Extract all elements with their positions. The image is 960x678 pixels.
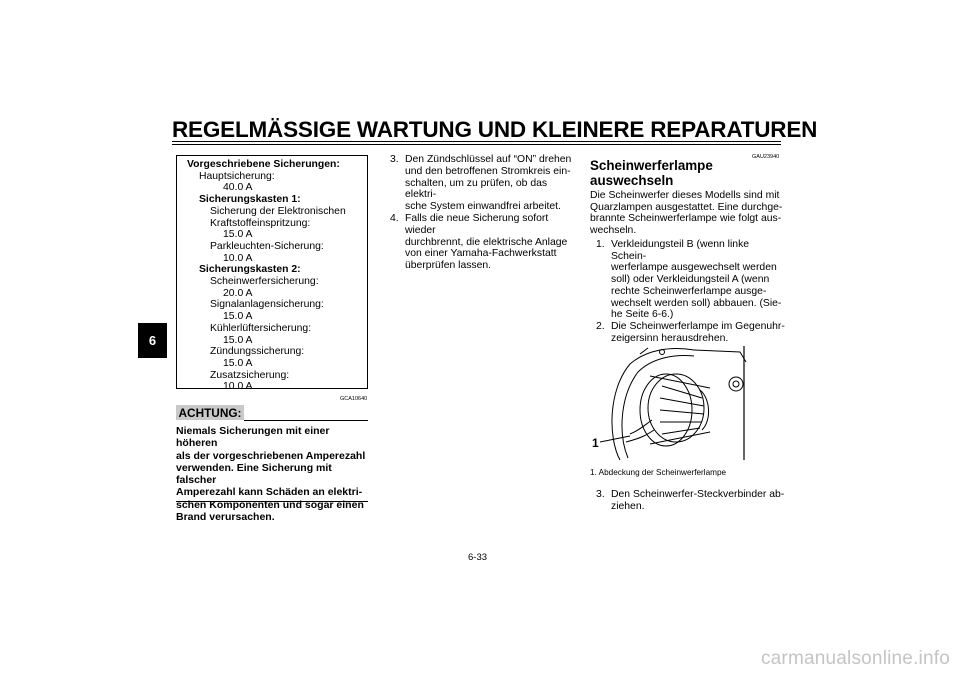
fuse-box1-item1-line2: Kraftstoffeinspritzung:: [210, 217, 311, 229]
achtung-line: als der vorgeschriebenen Amperezahl: [176, 449, 366, 462]
step-line: Den Scheinwerfer-Steckverbinder ab-: [611, 489, 785, 500]
main-fuse-label: Hauptsicherung:: [199, 170, 275, 182]
detail-line: [640, 348, 648, 354]
achtung-rule: [244, 420, 368, 421]
fuse-box2-item4-value: 15.0 A: [223, 357, 253, 369]
fuse-box2-item3: Kühlerlüftersicherung:: [210, 322, 312, 334]
intro-line: Die Scheinwerfer dieses Modells sind mit: [590, 190, 780, 201]
step-line: Den Zündschlüssel auf “ON” drehen: [405, 154, 572, 165]
fuse-box2-item5-value: 10.0 A: [223, 381, 253, 393]
step-text: [611, 321, 786, 344]
bulb-cover-ribs: [660, 386, 704, 434]
step-line: Falls die neue Sicherung sofort wieder: [405, 212, 549, 236]
achtung-line: Brand verursachen.: [176, 511, 275, 524]
chapter-number: 6: [148, 333, 157, 348]
achtung-line: schen Komponenten und sogar einen: [176, 498, 364, 511]
chapter-tab: [138, 323, 167, 358]
page-number: 6-33: [468, 552, 488, 563]
fuse-box1-item1-line1: Sicherung der Elektronischen: [210, 205, 346, 217]
fuse-box1-label: Sicherungskasten 1:: [199, 194, 301, 206]
step-line: Die Scheinwerferlampe im Gegenuhr-: [611, 320, 785, 332]
headlight-figure: [590, 342, 784, 463]
step-text: [405, 154, 575, 213]
page-title: REGELMÄSSIGE WARTUNG UND KLEINERE REPARATUREN: [172, 117, 818, 142]
step-number: 3.: [390, 154, 399, 165]
bulb-cover-edges: [650, 376, 710, 444]
achtung-label: ACHTUNG:: [176, 405, 244, 420]
fuse-spec-box: [176, 155, 368, 393]
headlight-illustration: [590, 342, 784, 463]
detail-circle: [660, 350, 665, 355]
step-item: [596, 489, 786, 512]
achtung-text: [176, 425, 371, 523]
figure-callout: 1: [592, 436, 599, 450]
step-line: sche System einwandfrei arbeitet.: [405, 201, 561, 213]
step-number: 2.: [596, 320, 605, 332]
step-line: zeigersinn herausdrehen.: [611, 332, 729, 344]
mount-boss: [729, 377, 743, 391]
intro-line: brannte Scheinwerferlampe wie folgt aus-: [590, 213, 782, 225]
middle-steps: [390, 154, 575, 272]
achtung-line: verwenden. Eine Sicherung mit falscher: [176, 461, 332, 487]
step-line: von einer Yamaha-Fachwerkstatt: [405, 248, 557, 260]
step-line: schalten, um zu prüfen, ob das elektri-: [405, 177, 548, 201]
title-rule-thin: [172, 144, 781, 145]
step-line: wechselt werden soll) abbauen. (Sie-: [611, 297, 782, 309]
fuse-box2-label: Sicherungskasten 2:: [199, 264, 301, 276]
fuse-box2-item2-value: 15.0 A: [223, 311, 253, 323]
intro-line: wechseln.: [590, 225, 637, 237]
fuse-box2-item1: Scheinwerfersicherung:: [210, 276, 319, 288]
step-text: [611, 489, 786, 512]
fuse-box2-item1-value: 20.0 A: [223, 287, 253, 299]
mount-boss-inner: [733, 381, 739, 387]
fuse-heading: Vorgeschriebene Sicherungen:: [187, 159, 340, 170]
step-line: werferlampe ausgewechselt werden: [611, 262, 777, 274]
step-item: [596, 239, 786, 321]
right-step3: [596, 489, 786, 512]
step-text: [405, 213, 575, 272]
main-fuse-value: 40.0 A: [223, 182, 253, 194]
section-intro: [590, 190, 786, 237]
step-line: durchbrennt, die elektrische Anlage: [405, 236, 568, 248]
achtung-bottom-rule: [176, 501, 368, 502]
title-rule: [172, 141, 781, 142]
fuse-box1-item1-value: 15.0 A: [223, 229, 253, 241]
watermark: carmanualsonline.info: [760, 648, 950, 669]
achtung-code: GCA10640: [340, 396, 368, 402]
section-title-line: auswechseln: [590, 172, 674, 188]
step-line: und den betroffenen Stromkreis ein-: [405, 165, 571, 177]
step-text: [611, 239, 786, 321]
fuse-box2-item2: Signalanlagensicherung:: [210, 299, 324, 311]
step-line: überprüfen lassen.: [405, 260, 492, 272]
fuse-box2-item5: Zusatzsicherung:: [210, 369, 290, 381]
section-title: [590, 159, 790, 188]
step-number: 4.: [390, 212, 399, 224]
step-line: he Seite 6-6.): [611, 309, 674, 321]
step-line: Verkleidungsteil B (wenn linke Schein-: [611, 239, 750, 262]
housing-top: [694, 350, 746, 362]
achtung-line: Niemals Sicherungen mit einer höheren: [176, 425, 330, 450]
step-item: [390, 213, 575, 272]
step-number: 3.: [596, 489, 605, 500]
section-code: GAU23940: [752, 154, 780, 160]
fuse-box1-item2-value: 10.0 A: [223, 252, 253, 264]
callout-leader: [600, 436, 630, 442]
step-line: rechte Scheinwerferlampe ausge-: [611, 285, 767, 297]
figure-caption: 1. Abdeckung der Scheinwerferlampe: [590, 468, 727, 477]
fuse-box1-item2: Parkleuchten-Sicherung:: [210, 240, 324, 252]
achtung-line: Amperezahl kann Schäden an elektri-: [176, 486, 363, 499]
step-line: ziehen.: [611, 500, 645, 512]
wire: [626, 430, 654, 442]
step-line: soll) oder Verkleidungsteil A (wenn: [611, 274, 770, 286]
step-item: [596, 321, 786, 344]
step-item: [390, 154, 575, 213]
intro-line: Quarzlampen ausgestattet. Eine durchge-: [590, 201, 783, 213]
right-steps: [596, 239, 786, 344]
fuse-box2-item3-value: 15.0 A: [223, 334, 253, 346]
fuse-box2-item4: Zündungssicherung:: [210, 346, 305, 358]
step-number: 1.: [596, 239, 605, 250]
section-title-line: Scheinwerferlampe: [590, 158, 713, 173]
